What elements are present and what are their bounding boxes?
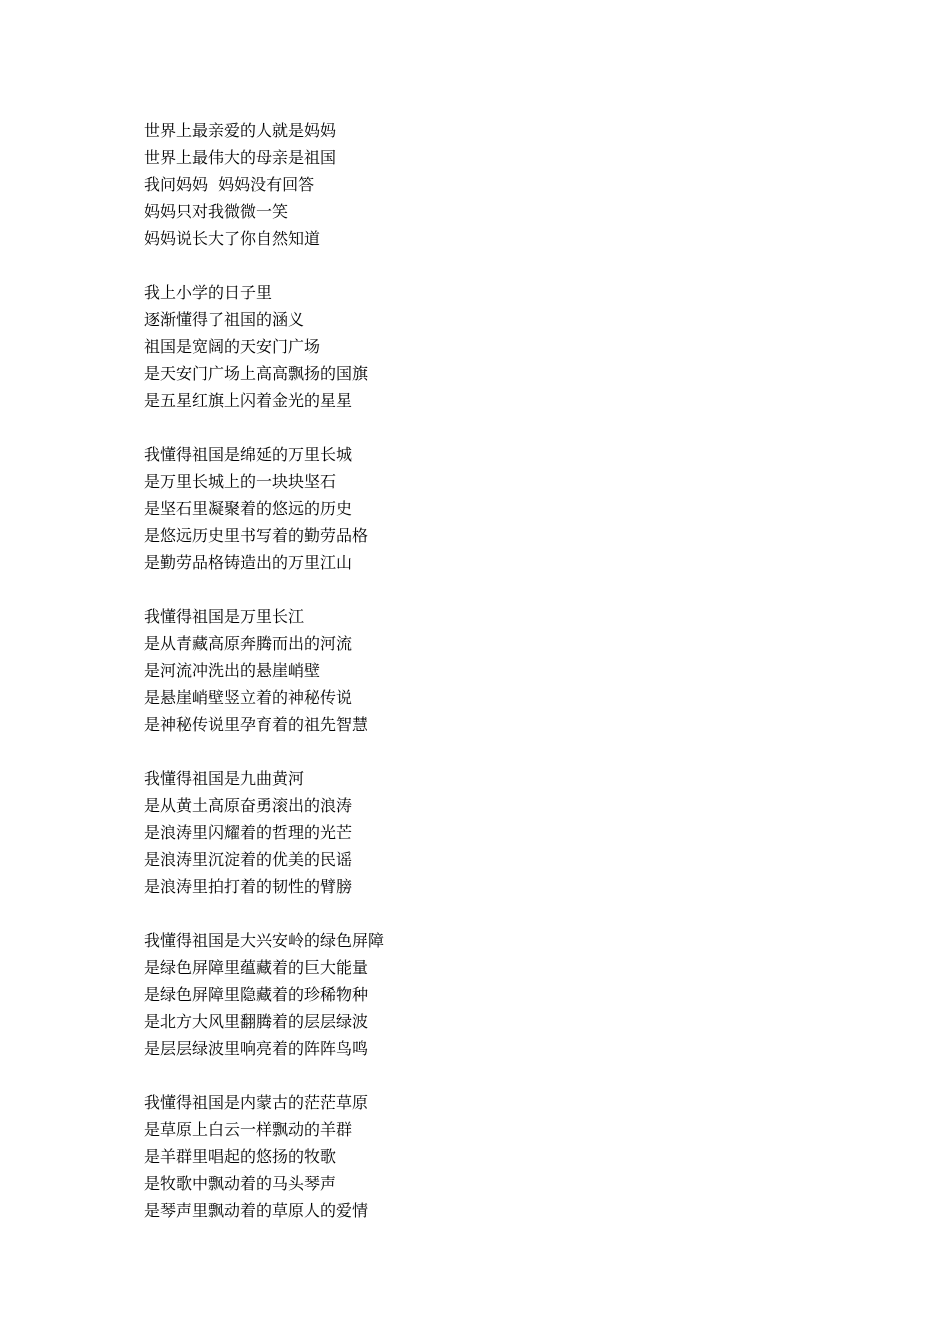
stanza-2 [144, 279, 844, 414]
poem-line: 是悬崖峭壁竖立着的神秘传说 [144, 688, 353, 707]
poem-line: 是五星红旗上闪着金光的星星 [144, 391, 353, 410]
poem-line: 是万里长城上的一块块坚石 [144, 472, 337, 491]
poem-line: 我懂得祖国是九曲黄河 [144, 769, 305, 788]
poem-line: 是牧歌中飘动着的马头琴声 [144, 1174, 337, 1193]
poem-line: 我懂得祖国是大兴安岭的绿色屏障 [144, 931, 385, 950]
poem-line: 是神秘传说里孕育着的祖先智慧 [144, 715, 369, 734]
poem-body [144, 117, 844, 1251]
poem-line: 是浪涛里沉淀着的优美的民谣 [144, 850, 353, 869]
stanza-4 [144, 603, 844, 738]
stanza-7 [144, 1089, 844, 1224]
poem-line: 是北方大风里翻腾着的层层绿波 [144, 1012, 369, 1031]
poem-line: 我懂得祖国是万里长江 [144, 607, 305, 626]
poem-line: 我问妈妈 妈妈没有回答 [144, 175, 315, 194]
poem-line: 是从青藏高原奔腾而出的河流 [144, 634, 353, 653]
poem-line: 我上小学的日子里 [144, 283, 273, 302]
poem-line: 是河流冲洗出的悬崖峭壁 [144, 661, 321, 680]
poem-line: 世界上最亲爱的人就是妈妈 [144, 121, 337, 140]
poem-line: 世界上最伟大的母亲是祖国 [144, 148, 337, 167]
stanza-3 [144, 441, 844, 576]
poem-line: 是羊群里唱起的悠扬的牧歌 [144, 1147, 337, 1166]
poem-line: 是天安门广场上高高飘扬的国旗 [144, 364, 369, 383]
poem-line: 妈妈说长大了你自然知道 [144, 229, 321, 248]
poem-line: 是浪涛里闪耀着的哲理的光芒 [144, 823, 353, 842]
poem-line: 是绿色屏障里隐藏着的珍稀物种 [144, 985, 369, 1004]
poem-line: 是层层绿波里响亮着的阵阵鸟鸣 [144, 1039, 369, 1058]
poem-line: 逐渐懂得了祖国的涵义 [144, 310, 305, 329]
stanza-5 [144, 765, 844, 900]
poem-line: 祖国是宽阔的天安门广场 [144, 337, 321, 356]
poem-line: 是坚石里凝聚着的悠远的历史 [144, 499, 353, 518]
poem-line: 妈妈只对我微微一笑 [144, 202, 289, 221]
poem-line: 是悠远历史里书写着的勤劳品格 [144, 526, 369, 545]
poem-line: 是勤劳品格铸造出的万里江山 [144, 553, 353, 572]
poem-line: 是从黄土高原奋勇滚出的浪涛 [144, 796, 353, 815]
poem-line: 我懂得祖国是绵延的万里长城 [144, 445, 353, 464]
poem-line: 是草原上白云一样飘动的羊群 [144, 1120, 353, 1139]
poem-line: 我懂得祖国是内蒙古的茫茫草原 [144, 1093, 369, 1112]
poem-line: 是绿色屏障里蕴藏着的巨大能量 [144, 958, 369, 977]
stanza-6 [144, 927, 844, 1062]
poem-line: 是浪涛里拍打着的韧性的臂膀 [144, 877, 353, 896]
stanza-1 [144, 117, 844, 252]
poem-line: 是琴声里飘动着的草原人的爱情 [144, 1201, 369, 1220]
